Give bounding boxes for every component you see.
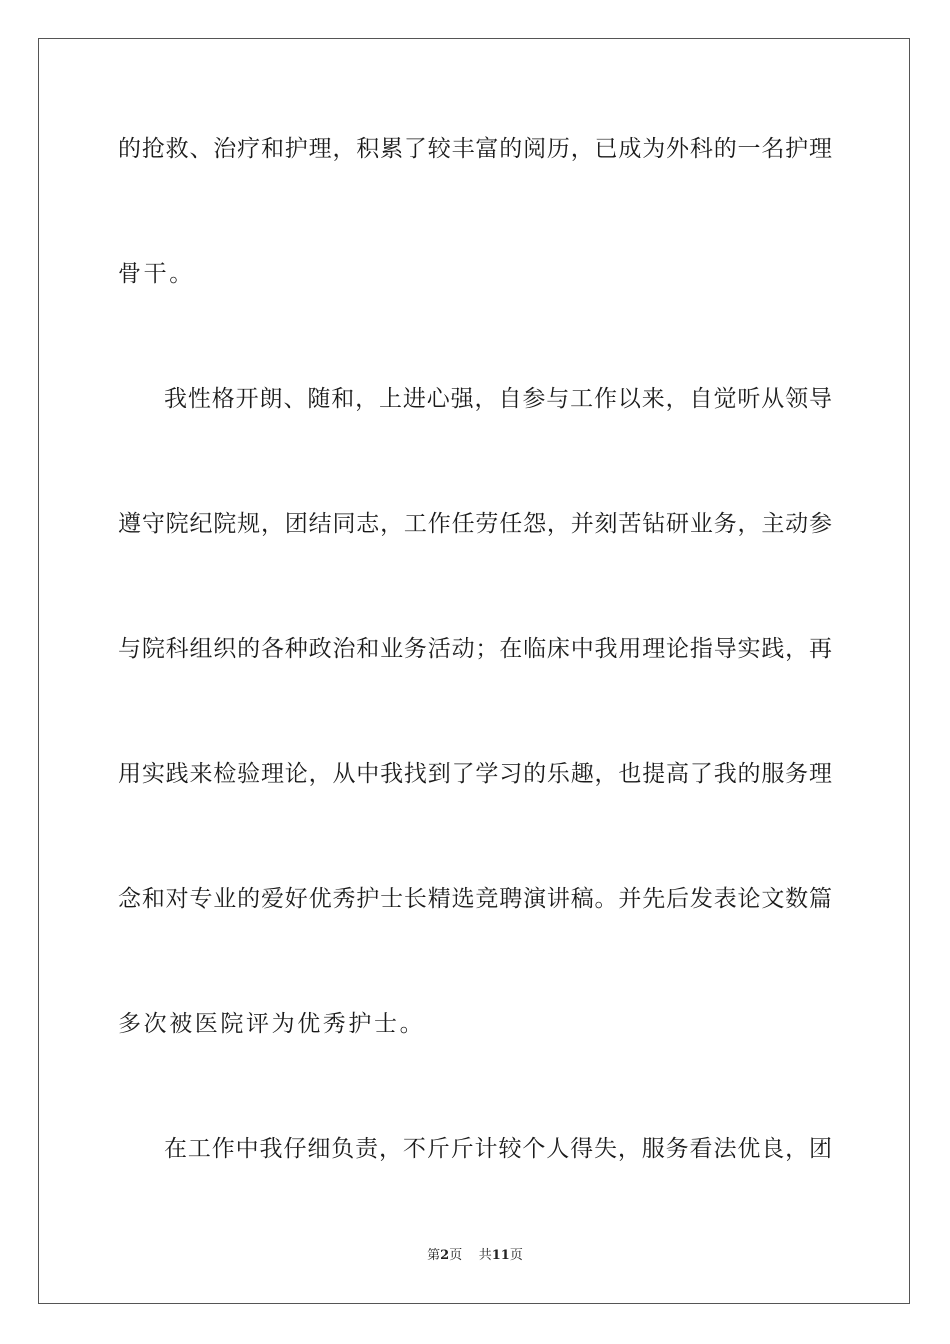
text-line-1: 的抢救、治疗和护理，积累了较丰富的阅历，已成为外科的一名护理 (118, 136, 832, 162)
total-pages: 11 (491, 1248, 510, 1263)
text-line-7: 念和对专业的爱好优秀护士长精选竞聘演讲稿。并先后发表论文数篇 (118, 886, 832, 912)
text-line-5: 与院科组织的各种政治和业务活动；在临床中我用理论指导实践，再 (118, 636, 832, 662)
page-number: 2 (440, 1248, 450, 1263)
page-footer (0, 1247, 950, 1265)
page-number-prefix: 第 (427, 1248, 441, 1263)
text-line-3: 我性格开朗、随和，上进心强，自参与工作以来，自觉听从领导 (164, 386, 832, 412)
page-number-suffix: 页 (449, 1248, 463, 1263)
footer-spacer (462, 1248, 479, 1263)
text-line-8: 多次被医院评为优秀护士。 (118, 1011, 426, 1037)
text-line-4: 遵守院纪院规，团结同志，工作任劳任怨，并刻苦钻研业务，主动参 (118, 511, 832, 537)
total-pages-suffix: 页 (509, 1248, 523, 1263)
text-line-9: 在工作中我仔细负责，不斤斤计较个人得失，服务看法优良，团 (164, 1136, 832, 1162)
text-line-6: 用实践来检验理论，从中我找到了学习的乐趣，也提高了我的服务理 (118, 761, 832, 787)
text-line-2: 骨干。 (118, 261, 195, 287)
page-border (38, 38, 910, 1304)
total-pages-prefix: 共 (478, 1248, 492, 1263)
